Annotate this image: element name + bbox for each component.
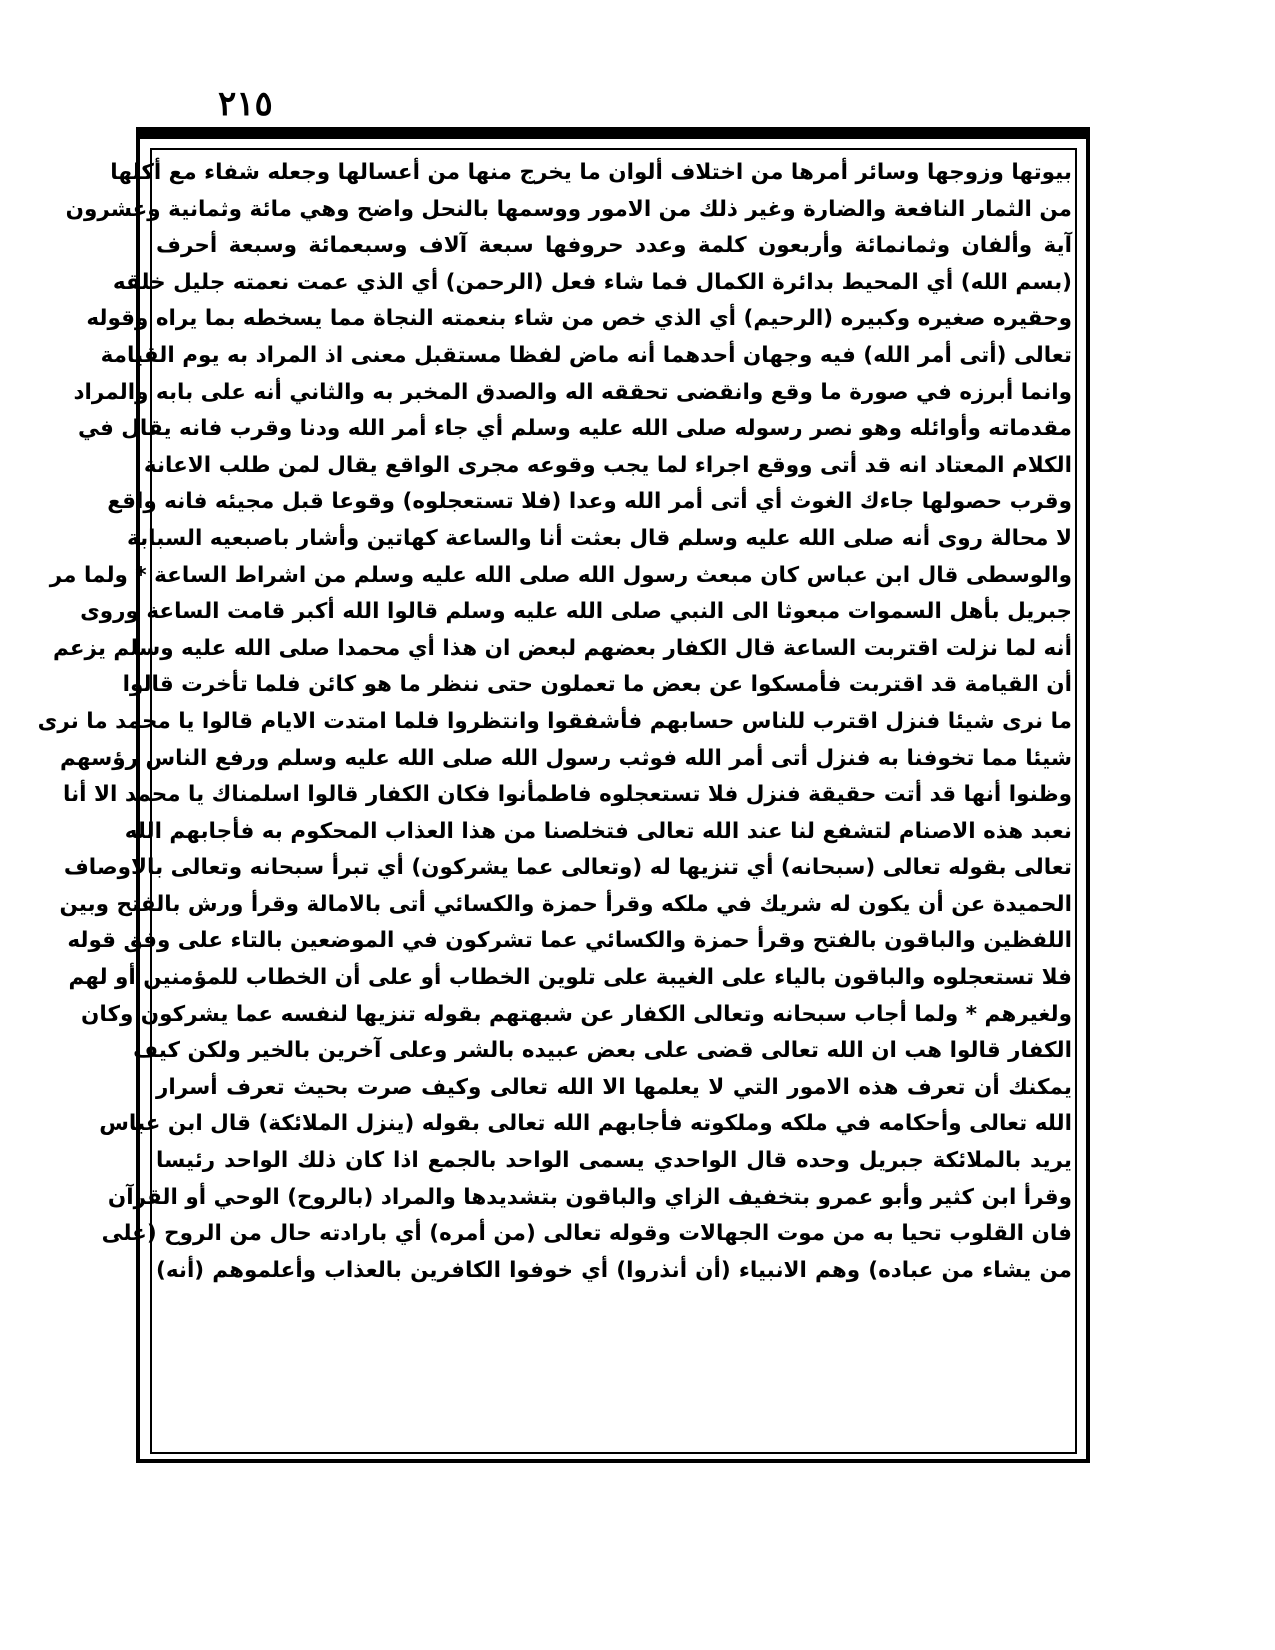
text-body bbox=[37, 155, 1072, 1445]
text-line: وانما أبرزه في صورة ما وقع وانقضى تحققه اله والصدق المخبر به والثاني أنه على بابه والمراد bbox=[73, 379, 1072, 405]
text-line: فان القلوب تحيا به من موت الجهالات وقوله تعالى (من أمره) أي بارادته حال من الروح (على bbox=[101, 1221, 1072, 1247]
text-line: نعبد هذه الاصنام لتشفع لنا عند الله تعالى فتخلصنا من هذا العذاب المحكوم به فأجابهم الله bbox=[124, 818, 1072, 844]
text-line: أن القيامة قد اقتربت فأمسكوا عن بعض ما تعملون حتى ننظر ما هو كائن فلما تأخرت قالوا bbox=[122, 672, 1072, 698]
text-line: يمكنك أن تعرف هذه الامور التي لا يعلمها الا الله تعالى وكيف صرت بحيث تعرف أسرار bbox=[156, 1074, 1072, 1100]
text-line: بيوتها وزوجها وسائر أمرها من اختلاف ألوان ما يخرج منها من أعسالها وجعله شفاء مع أكلها bbox=[110, 160, 1072, 185]
text-line: يريد بالملائكة جبريل وحده قال الواحدي يسمى الواحد بالجمع اذا كان ذلك الواحد رئيسا bbox=[156, 1148, 1072, 1174]
text-line: أنه لما نزلت اقتربت الساعة قال الكفار بعضهم لبعض ان هذا أي محمدا صلى الله عليه وسلم يزعم bbox=[52, 635, 1072, 661]
text-line: والوسطى قال ابن عباس كان مبعث رسول الله صلى الله عليه وسلم من اشراط الساعة * ولما مر bbox=[49, 562, 1072, 588]
text-line: جبريل بأهل السموات مبعوثا الى النبي صلى الله عليه وسلم قالوا الله أكبر قامت الساعة وروى bbox=[80, 599, 1072, 625]
text-line: الحميدة عن أن يكون له شريك في ملكه وقرأ حمزة والكسائي أتى بالامالة وقرأ ورش بالفتح وبين bbox=[59, 891, 1072, 917]
page-frame-top-rule bbox=[136, 127, 1090, 139]
text-line: وظنوا أنها قد أتت حقيقة فنزل فلا تستعجلوه فاطمأنوا فكان الكفار قالوا اسلمناك يا محمد الا أنا bbox=[63, 782, 1072, 808]
text-line: وقرأ ابن كثير وأبو عمرو بتخفيف الزاي والباقون بتشديدها والمراد (بالروح) الوحي أو القرآن bbox=[107, 1184, 1072, 1210]
text-line: من يشاء من عباده) وهم الانبياء (أن أنذروا) أي خوفوا الكافرين بالعذاب وأعلموهم (أنه) bbox=[156, 1257, 1072, 1283]
text-line: الكلام المعتاد انه قد أتى ووقع اجراء لما يجب وقوعه مجرى الواقع يقال لمن طلب الاعانة bbox=[143, 452, 1072, 478]
text-line: شيئا مما تخوفنا به فنزل أتى أمر الله فوثب رسول الله صلى الله عليه وسلم ورفع الناس رؤسهم bbox=[60, 745, 1072, 771]
text-line: (بسم الله) أي المحيط بدائرة الكمال فما شاء فعل (الرحمن) أي الذي عمت نعمته جليل خلقه bbox=[112, 269, 1072, 295]
text-line: وقرب حصولها جاءك الغوث أي أتى أمر الله وعدا (فلا تستعجلوه) وقوعا قبل مجيئه فانه واقع bbox=[107, 489, 1072, 515]
text-line: ولغيرهم * ولما أجاب سبحانه وتعالى الكفار عن شبهتهم بقوله تنزيها لنفسه عما يشركون وكان bbox=[81, 1001, 1072, 1027]
text-line: مقدماته وأوائله وهو نصر رسوله صلى الله عليه وسلم أي جاء أمر الله ودنا وقرب فانه يقال في bbox=[77, 416, 1072, 442]
text-line: الكفار قالوا هب ان الله تعالى قضى على بعض عبيده بالشر وعلى آخرين بالخير ولكن كيف bbox=[133, 1038, 1072, 1064]
page-number: ٢١٥ bbox=[218, 84, 273, 124]
text-line: من الثمار النافعة والضارة وغير ذلك من الامور ووسمها بالنحل واضح وهي مائة وثمانية وعشرون bbox=[65, 196, 1072, 222]
text-line: اللفظين والباقون بالفتح وقرأ حمزة والكسائي عما تشركون في الموضعين بالتاء على وفق قوله bbox=[67, 928, 1072, 954]
text-line: ما نرى شيئا فنزل اقترب للناس حسابهم فأشفقوا وانتظروا فلما امتدت الايام قالوا يا محمد ما نرى bbox=[37, 708, 1072, 734]
text-line: تعالى (أتى أمر الله) فيه وجهان أحدهما أنه ماض لفظا مستقبل معنى اذ المراد به يوم القيامة bbox=[100, 342, 1072, 368]
text-line: تعالى بقوله تعالى (سبحانه) أي تنزيها له (وتعالى عما يشركون) أي تبرأ سبحانه وتعالى بالاوصاف bbox=[63, 855, 1072, 881]
text-line: وحقيره صغيره وكبيره (الرحيم) أي الذي خص من شاء بنعمته النجاة مما يسخطه بما يراه وقوله bbox=[86, 306, 1072, 332]
text-line: الله تعالى وأحكامه في ملكه وملكوته فأجابهم الله تعالى بقوله (ينزل الملائكة) قال ابن عباس bbox=[99, 1111, 1072, 1137]
text-line: فلا تستعجلوه والباقون بالياء على الغيبة على تلوين الخطاب أو على أن الخطاب للمؤمنين أو لهم bbox=[68, 965, 1072, 991]
text-line: آية وألفان وثمانمائة وأربعون كلمة وعدد حروفها سبعة آلاف وسبعمائة وسبعة أحرف bbox=[156, 233, 1072, 259]
text-line: لا محالة روى أنه صلى الله عليه وسلم قال بعثت أنا والساعة كهاتين وأشار باصبعيه السبابة bbox=[127, 525, 1072, 551]
